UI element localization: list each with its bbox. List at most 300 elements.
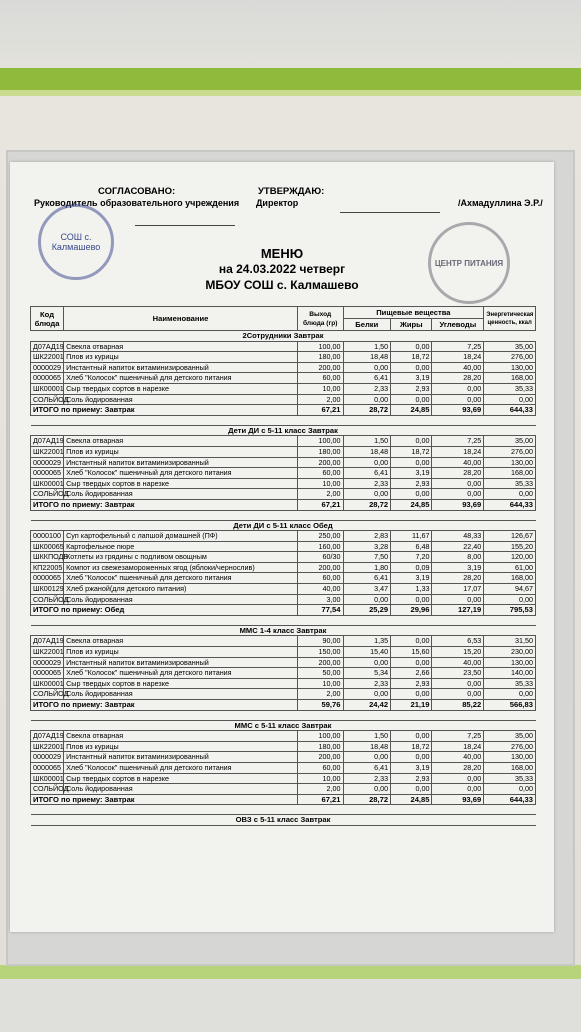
table-row xyxy=(31,647,536,658)
cell-name: Свекла отварная xyxy=(64,341,298,352)
cell-protein: 1,35 xyxy=(343,636,391,647)
cell-name: Соль йодированная xyxy=(64,489,298,500)
table-row xyxy=(31,752,536,763)
col-code: Код блюда xyxy=(31,307,64,331)
cell-energy: 168,00 xyxy=(484,373,536,384)
cell-name: Сыр твердых сортов в нарезке xyxy=(64,478,298,489)
cell-protein: 15,40 xyxy=(343,647,391,658)
cell-name: Плов из курицы xyxy=(64,741,298,752)
cell-protein: 6,41 xyxy=(343,762,391,773)
cell-energy: 35,00 xyxy=(484,731,536,742)
cell-name: Плов из курицы xyxy=(64,352,298,363)
cell-protein: 2,33 xyxy=(343,678,391,689)
wall-bottom-stripe xyxy=(0,965,581,979)
table-row xyxy=(31,341,536,352)
school-name: МБОУ СОШ с. Калмашево xyxy=(205,278,359,292)
agreed-label: СОГЛАСОВАНО: xyxy=(98,186,176,197)
cell-carbs: 18,24 xyxy=(432,352,484,363)
cell-protein: 1,50 xyxy=(343,436,391,447)
cell-carbs: 3,19 xyxy=(432,562,484,573)
total-fat: 21,19 xyxy=(391,700,432,711)
table-row xyxy=(31,562,536,573)
cell-code: КП22005 xyxy=(31,562,64,573)
cell-protein: 2,33 xyxy=(343,478,391,489)
cell-fat: 2,93 xyxy=(391,678,432,689)
cell-energy: 31,50 xyxy=(484,636,536,647)
cell-protein: 18,48 xyxy=(343,741,391,752)
col-yield: Выход блюда (гр) xyxy=(297,307,343,331)
cell-energy: 130,00 xyxy=(484,752,536,763)
cell-yield: 2,00 xyxy=(297,489,343,500)
cell-carbs: 40,00 xyxy=(432,362,484,373)
total-energy: 795,53 xyxy=(484,605,536,616)
cell-yield: 10,00 xyxy=(297,773,343,784)
director-name: /Ахмадуллина Э.Р./ xyxy=(458,198,543,208)
cell-carbs: 40,00 xyxy=(432,457,484,468)
col-protein: Белки xyxy=(343,319,391,331)
table-row xyxy=(31,594,536,605)
total-label: ИТОГО по приему: Завтрак xyxy=(31,405,298,416)
cell-yield: 2,00 xyxy=(297,689,343,700)
cell-fat: 0,00 xyxy=(391,489,432,500)
cell-code: СОЛЬЙОД xyxy=(31,594,64,605)
table-row xyxy=(31,446,536,457)
wall-green-stripe xyxy=(0,68,581,90)
cell-code: ШК00001 xyxy=(31,383,64,394)
cell-energy: 0,00 xyxy=(484,394,536,405)
table-row xyxy=(31,741,536,752)
cell-energy: 130,00 xyxy=(484,457,536,468)
cell-code: СОЛЬЙОД xyxy=(31,784,64,795)
cell-energy: 276,00 xyxy=(484,352,536,363)
table-row xyxy=(31,531,536,542)
cell-name: Хлеб "Колосок" пшеничный для детского питания xyxy=(64,762,298,773)
section-title: Дети ДИ с 5-11 класс Обед xyxy=(31,520,536,531)
total-energy: 644,33 xyxy=(484,499,536,510)
cell-fat: 2,66 xyxy=(391,668,432,679)
table-row xyxy=(31,373,536,384)
cell-fat: 2,93 xyxy=(391,773,432,784)
cell-code: Д07АД19 xyxy=(31,341,64,352)
total-row xyxy=(31,605,536,616)
cell-protein: 0,00 xyxy=(343,594,391,605)
spacer-cell xyxy=(31,415,536,425)
cell-yield: 60,00 xyxy=(297,762,343,773)
cell-yield: 200,00 xyxy=(297,752,343,763)
table-row xyxy=(31,457,536,468)
cell-code: ШК00129 xyxy=(31,584,64,595)
cell-code: ШК00001 xyxy=(31,773,64,784)
cell-yield: 150,00 xyxy=(297,647,343,658)
cell-name: Хлеб "Колосок" пшеничный для детского питания xyxy=(64,573,298,584)
cell-yield: 10,00 xyxy=(297,478,343,489)
cell-name: Инстантный напиток витаминизированный xyxy=(64,362,298,373)
cell-protein: 6,41 xyxy=(343,468,391,479)
cell-protein: 0,00 xyxy=(343,752,391,763)
cell-fat: 0,00 xyxy=(391,752,432,763)
cell-protein: 2,33 xyxy=(343,773,391,784)
cell-fat: 0,09 xyxy=(391,562,432,573)
cell-code: ШК00001 xyxy=(31,478,64,489)
cell-energy: 155,20 xyxy=(484,541,536,552)
cell-name: Соль йодированная xyxy=(64,784,298,795)
cell-fat: 3,19 xyxy=(391,468,432,479)
cell-yield: 60,00 xyxy=(297,573,343,584)
table-row xyxy=(31,668,536,679)
section-header xyxy=(31,815,536,826)
total-energy: 566,83 xyxy=(484,700,536,711)
cell-energy: 120,00 xyxy=(484,552,536,563)
total-yield: 67,21 xyxy=(297,499,343,510)
cell-yield: 180,00 xyxy=(297,446,343,457)
cell-fat: 0,00 xyxy=(391,341,432,352)
wall-top xyxy=(0,0,581,70)
catering-stamp-text: ЦЕНТР ПИТАНИЯ xyxy=(434,258,504,268)
section-spacer xyxy=(31,710,536,720)
cell-energy: 130,00 xyxy=(484,657,536,668)
wall-light-stripe xyxy=(0,90,581,96)
cell-carbs: 0,00 xyxy=(432,489,484,500)
cell-name: Соль йодированная xyxy=(64,394,298,405)
total-protein: 28,72 xyxy=(343,794,391,805)
cell-code: СОЛЬЙОД xyxy=(31,689,64,700)
total-row xyxy=(31,794,536,805)
cell-fat: 3,19 xyxy=(391,573,432,584)
cell-carbs: 22,40 xyxy=(432,541,484,552)
cell-protein: 1,80 xyxy=(343,562,391,573)
table-row xyxy=(31,552,536,563)
signature-left xyxy=(135,207,235,226)
cell-fat: 1,33 xyxy=(391,584,432,595)
menu-table xyxy=(30,306,536,826)
cell-carbs: 28,20 xyxy=(432,468,484,479)
cell-name: Инстантный напиток витаминизированный xyxy=(64,657,298,668)
cell-protein: 18,48 xyxy=(343,446,391,457)
total-label: ИТОГО по приему: Завтрак xyxy=(31,700,298,711)
total-carbs: 127,19 xyxy=(432,605,484,616)
table-row xyxy=(31,689,536,700)
total-label: ИТОГО по приему: Обед xyxy=(31,605,298,616)
cell-yield: 100,00 xyxy=(297,731,343,742)
section-header xyxy=(31,425,536,436)
cell-carbs: 40,00 xyxy=(432,752,484,763)
cell-yield: 200,00 xyxy=(297,657,343,668)
total-energy: 644,33 xyxy=(484,405,536,416)
cell-code: 0000029 xyxy=(31,657,64,668)
cell-code: Д07АД19 xyxy=(31,636,64,647)
cell-yield: 2,00 xyxy=(297,784,343,795)
cell-name: Компот из свежезамороженных ягод (яблоки/чернослив) xyxy=(64,562,298,573)
cell-protein: 7,50 xyxy=(343,552,391,563)
cell-name: Сыр твердых сортов в нарезке xyxy=(64,383,298,394)
cell-yield: 90,00 xyxy=(297,636,343,647)
total-fat: 24,85 xyxy=(391,794,432,805)
cell-carbs: 0,00 xyxy=(432,678,484,689)
cell-name: Сыр твердых сортов в нарезке xyxy=(64,678,298,689)
cell-name: Хлеб ржаной(для детского питания) xyxy=(64,584,298,595)
cell-code: ШК22001 xyxy=(31,352,64,363)
cell-name: Котлеты из грядины с подливом овощным xyxy=(64,552,298,563)
total-energy: 644,33 xyxy=(484,794,536,805)
cell-fat: 18,72 xyxy=(391,352,432,363)
school-stamp-text: СОШ с. Калмашево xyxy=(51,232,101,252)
cell-carbs: 6,53 xyxy=(432,636,484,647)
cell-energy: 276,00 xyxy=(484,741,536,752)
section-header xyxy=(31,625,536,636)
section-header xyxy=(31,331,536,342)
cell-fat: 0,00 xyxy=(391,362,432,373)
cell-carbs: 0,00 xyxy=(432,689,484,700)
total-protein: 25,29 xyxy=(343,605,391,616)
total-carbs: 93,69 xyxy=(432,405,484,416)
cell-yield: 10,00 xyxy=(297,678,343,689)
cell-name: Инстантный напиток витаминизированный xyxy=(64,457,298,468)
cell-carbs: 0,00 xyxy=(432,383,484,394)
section-spacer xyxy=(31,805,536,815)
cell-carbs: 28,20 xyxy=(432,762,484,773)
cell-yield: 40,00 xyxy=(297,584,343,595)
cell-fat: 15,60 xyxy=(391,647,432,658)
spacer-cell xyxy=(31,510,536,520)
total-label: ИТОГО по приему: Завтрак xyxy=(31,794,298,805)
total-fat: 29,96 xyxy=(391,605,432,616)
cell-energy: 94,67 xyxy=(484,584,536,595)
cell-code: ШК00001 xyxy=(31,678,64,689)
cell-carbs: 18,24 xyxy=(432,446,484,457)
cell-protein: 0,00 xyxy=(343,394,391,405)
col-fat: Жиры xyxy=(391,319,432,331)
cell-protein: 18,48 xyxy=(343,352,391,363)
cell-code: 0000065 xyxy=(31,573,64,584)
cell-energy: 168,00 xyxy=(484,468,536,479)
cell-yield: 250,00 xyxy=(297,531,343,542)
cell-code: 0000065 xyxy=(31,668,64,679)
table-row xyxy=(31,489,536,500)
cell-name: Соль йодированная xyxy=(64,594,298,605)
cell-carbs: 7,25 xyxy=(432,341,484,352)
cell-energy: 230,00 xyxy=(484,647,536,658)
cell-name: Суп картофельный с лапшой домашней (ПФ) xyxy=(64,531,298,542)
cell-fat: 18,72 xyxy=(391,446,432,457)
cell-yield: 60,00 xyxy=(297,468,343,479)
cell-name: Хлеб "Колосок" пшеничный для детского питания xyxy=(64,668,298,679)
section-title: 2Сотрудники Завтрак xyxy=(31,331,536,342)
cell-name: Картофельное пюре xyxy=(64,541,298,552)
cell-carbs: 0,00 xyxy=(432,784,484,795)
cell-fat: 0,00 xyxy=(391,436,432,447)
cell-name: Инстантный напиток витаминизированный xyxy=(64,752,298,763)
cell-fat: 0,00 xyxy=(391,457,432,468)
section-title: ММС 1-4 класс Завтрак xyxy=(31,625,536,636)
cell-energy: 0,00 xyxy=(484,489,536,500)
cell-fat: 3,19 xyxy=(391,762,432,773)
cell-yield: 10,00 xyxy=(297,383,343,394)
cell-protein: 0,00 xyxy=(343,784,391,795)
signature-right xyxy=(340,212,440,213)
cell-yield: 3,00 xyxy=(297,594,343,605)
total-fat: 24,85 xyxy=(391,405,432,416)
total-yield: 67,21 xyxy=(297,794,343,805)
cell-energy: 35,33 xyxy=(484,678,536,689)
cell-energy: 0,00 xyxy=(484,594,536,605)
cell-code: ШККПОДВ xyxy=(31,552,64,563)
cell-code: 0000100 xyxy=(31,531,64,542)
col-name: Наименование xyxy=(64,307,298,331)
cell-fat: 3,19 xyxy=(391,373,432,384)
table-row xyxy=(31,362,536,373)
cell-protein: 1,50 xyxy=(343,731,391,742)
cell-carbs: 28,20 xyxy=(432,373,484,384)
approve-label: УТВЕРЖДАЮ: xyxy=(258,186,325,197)
cell-yield: 100,00 xyxy=(297,436,343,447)
table-row xyxy=(31,636,536,647)
cell-fat: 11,67 xyxy=(391,531,432,542)
cell-yield: 200,00 xyxy=(297,362,343,373)
cell-carbs: 8,00 xyxy=(432,552,484,563)
cell-protein: 5,34 xyxy=(343,668,391,679)
total-row xyxy=(31,499,536,510)
cell-name: Свекла отварная xyxy=(64,636,298,647)
cell-protein: 0,00 xyxy=(343,657,391,668)
table-row xyxy=(31,784,536,795)
menu-sheet xyxy=(10,162,554,932)
cell-fat: 0,00 xyxy=(391,784,432,795)
cell-code: 0000029 xyxy=(31,362,64,373)
col-nutrients: Пищевые вещества xyxy=(343,307,484,319)
cell-protein: 2,33 xyxy=(343,383,391,394)
cell-yield: 50,00 xyxy=(297,668,343,679)
cell-code: Д07АД19 xyxy=(31,436,64,447)
total-yield: 59,76 xyxy=(297,700,343,711)
table-row xyxy=(31,394,536,405)
cell-carbs: 7,25 xyxy=(432,436,484,447)
cell-energy: 35,33 xyxy=(484,773,536,784)
cell-energy: 126,67 xyxy=(484,531,536,542)
cell-energy: 61,00 xyxy=(484,562,536,573)
total-row xyxy=(31,700,536,711)
cell-fat: 0,00 xyxy=(391,636,432,647)
cell-code: 0000065 xyxy=(31,468,64,479)
cell-name: Хлеб "Колосок" пшеничный для детского питания xyxy=(64,468,298,479)
cell-fat: 0,00 xyxy=(391,394,432,405)
table-row xyxy=(31,773,536,784)
cell-protein: 0,00 xyxy=(343,457,391,468)
cell-carbs: 0,00 xyxy=(432,478,484,489)
section-title: Дети ДИ с 5-11 класс Завтрак xyxy=(31,425,536,436)
cell-fat: 0,00 xyxy=(391,689,432,700)
cell-protein: 3,47 xyxy=(343,584,391,595)
cell-protein: 3,28 xyxy=(343,541,391,552)
table-row xyxy=(31,468,536,479)
section-title: ОВЗ с 5-11 класс Завтрак xyxy=(31,815,536,826)
spacer-cell xyxy=(31,710,536,720)
cell-code: 0000029 xyxy=(31,457,64,468)
cell-code: 0000029 xyxy=(31,752,64,763)
cell-yield: 2,00 xyxy=(297,394,343,405)
cell-protein: 1,50 xyxy=(343,341,391,352)
cell-yield: 200,00 xyxy=(297,562,343,573)
cell-name: Свекла отварная xyxy=(64,436,298,447)
cell-code: 0000065 xyxy=(31,373,64,384)
total-protein: 28,72 xyxy=(343,405,391,416)
section-spacer xyxy=(31,615,536,625)
cell-carbs: 23,50 xyxy=(432,668,484,679)
section-spacer xyxy=(31,510,536,520)
director-label: Директор xyxy=(256,198,299,208)
table-row xyxy=(31,731,536,742)
cell-name: Сыр твердых сортов в нарезке xyxy=(64,773,298,784)
cell-protein: 0,00 xyxy=(343,689,391,700)
section-header xyxy=(31,520,536,531)
cell-yield: 60/30 xyxy=(297,552,343,563)
cell-code: СОЛЬЙОД xyxy=(31,394,64,405)
cell-code: ШК22001 xyxy=(31,741,64,752)
cell-name: Хлеб "Колосок" пшеничный для детского питания xyxy=(64,373,298,384)
cell-fat: 6,48 xyxy=(391,541,432,552)
cell-energy: 168,00 xyxy=(484,573,536,584)
cell-energy: 140,00 xyxy=(484,668,536,679)
total-row xyxy=(31,405,536,416)
total-protein: 28,72 xyxy=(343,499,391,510)
cell-carbs: 7,25 xyxy=(432,731,484,742)
cell-yield: 180,00 xyxy=(297,741,343,752)
cell-carbs: 28,20 xyxy=(432,573,484,584)
cell-name: Свекла отварная xyxy=(64,731,298,742)
table-row xyxy=(31,762,536,773)
cell-energy: 276,00 xyxy=(484,446,536,457)
table-row xyxy=(31,541,536,552)
menu-title: МЕНЮ xyxy=(260,246,304,261)
total-yield: 77,54 xyxy=(297,605,343,616)
cell-carbs: 0,00 xyxy=(432,394,484,405)
table-row xyxy=(31,478,536,489)
cell-code: 0000065 xyxy=(31,762,64,773)
section-header xyxy=(31,720,536,731)
cell-fat: 2,93 xyxy=(391,383,432,394)
table-row xyxy=(31,678,536,689)
cell-fat: 2,93 xyxy=(391,478,432,489)
cell-energy: 35,00 xyxy=(484,341,536,352)
cell-fat: 7,20 xyxy=(391,552,432,563)
cell-code: СОЛЬЙОД xyxy=(31,489,64,500)
total-protein: 24,42 xyxy=(343,700,391,711)
cell-energy: 0,00 xyxy=(484,784,536,795)
agreed-role: Руководитель образовательного учреждения xyxy=(34,198,240,208)
spacer-cell xyxy=(31,615,536,625)
table-row xyxy=(31,436,536,447)
cell-carbs: 0,00 xyxy=(432,594,484,605)
cell-energy: 35,33 xyxy=(484,383,536,394)
cell-fat: 18,72 xyxy=(391,741,432,752)
col-carbs: Углеводы xyxy=(432,319,484,331)
cell-code: ШК22001 xyxy=(31,647,64,658)
table-row xyxy=(31,352,536,363)
table-row xyxy=(31,383,536,394)
section-title: ММС с 5-11 класс Завтрак xyxy=(31,720,536,731)
cell-carbs: 40,00 xyxy=(432,657,484,668)
total-yield: 67,21 xyxy=(297,405,343,416)
cell-protein: 6,41 xyxy=(343,573,391,584)
section-spacer xyxy=(31,415,536,425)
cell-yield: 100,00 xyxy=(297,341,343,352)
cell-name: Плов из курицы xyxy=(64,446,298,457)
cell-yield: 200,00 xyxy=(297,457,343,468)
cell-name: Соль йодированная xyxy=(64,689,298,700)
cell-code: Д07АД19 xyxy=(31,731,64,742)
total-label: ИТОГО по приему: Завтрак xyxy=(31,499,298,510)
total-carbs: 93,69 xyxy=(432,794,484,805)
total-fat: 24,85 xyxy=(391,499,432,510)
